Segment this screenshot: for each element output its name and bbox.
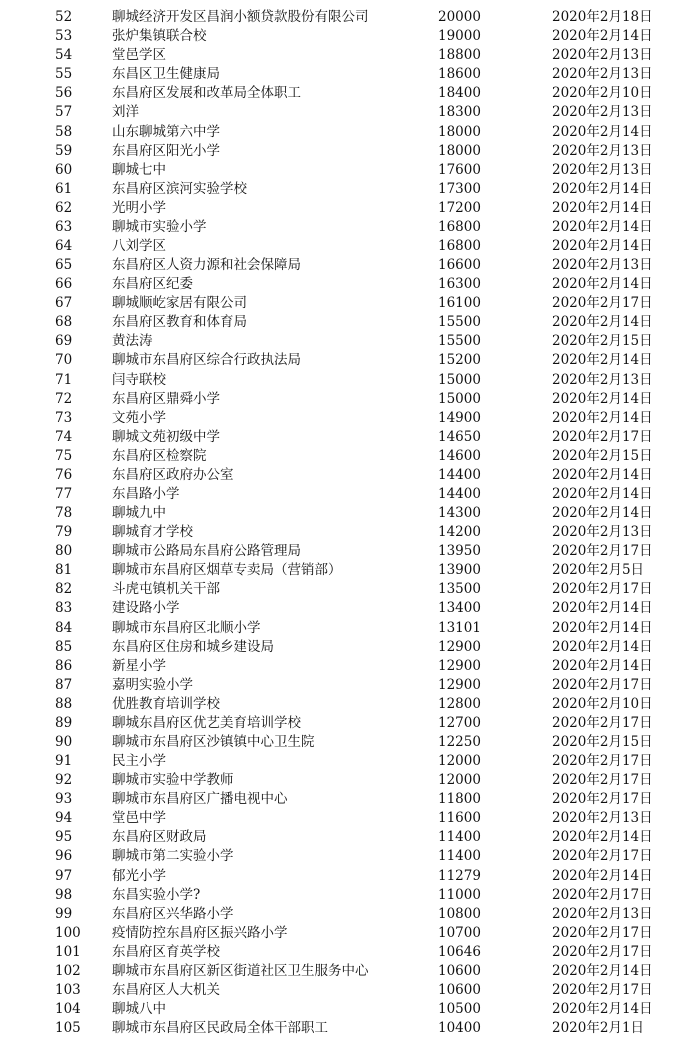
row-number: 101 <box>55 943 81 960</box>
table-row <box>0 828 700 847</box>
row-number: 52 <box>55 9 73 26</box>
table-row <box>0 332 700 351</box>
row-number: 55 <box>55 66 73 83</box>
donation-date: 2020年2月17日 <box>552 943 653 960</box>
table-row <box>0 65 700 84</box>
donor-name: 聊城育才学校 <box>112 524 193 541</box>
donor-name: 东昌府区育英学校 <box>112 943 220 960</box>
donation-amount: 11000 <box>438 886 481 903</box>
donor-name: 八刘学区 <box>112 237 166 254</box>
donation-date: 2020年2月14日 <box>552 314 653 331</box>
donation-amount: 18600 <box>438 66 481 83</box>
row-number: 54 <box>55 47 73 64</box>
table-row <box>0 161 700 180</box>
donor-name: 光明小学 <box>112 199 166 216</box>
table-row <box>0 46 700 65</box>
donor-name: 东昌府区兴华路小学 <box>112 905 234 922</box>
donation-date: 2020年2月14日 <box>552 28 653 45</box>
table-row <box>0 714 700 733</box>
donor-name: 疫情防控东昌府区振兴路小学 <box>112 924 288 941</box>
donation-date: 2020年2月14日 <box>552 600 653 617</box>
table-row <box>0 924 700 943</box>
row-number: 93 <box>55 791 73 808</box>
table-row <box>0 542 700 561</box>
row-number: 95 <box>55 829 73 846</box>
donor-name: 刘洋 <box>112 104 139 121</box>
row-number: 79 <box>55 524 73 541</box>
donor-name: 聊城经济开发区昌润小额贷款股份有限公司 <box>112 9 369 26</box>
row-number: 90 <box>55 734 73 750</box>
donor-name: 聊城文苑初级中学 <box>112 428 220 445</box>
row-number: 99 <box>55 905 73 922</box>
donor-name: 聊城九中 <box>112 505 166 522</box>
donation-date: 2020年2月13日 <box>552 371 653 388</box>
donation-date: 2020年2月14日 <box>552 409 653 426</box>
donation-date: 2020年2月10日 <box>552 85 653 102</box>
donation-amount: 16100 <box>438 295 481 312</box>
donation-amount: 16300 <box>438 276 481 293</box>
row-number: 87 <box>55 676 73 693</box>
table-row <box>0 638 700 657</box>
donation-date: 2020年2月5日 <box>552 562 645 579</box>
table-row <box>0 84 700 103</box>
donation-amount: 16600 <box>438 257 481 274</box>
donor-name: 优胜教育培训学校 <box>112 695 220 712</box>
donation-amount: 17300 <box>438 180 481 197</box>
row-number: 77 <box>55 485 73 502</box>
donation-amount: 14650 <box>438 428 481 445</box>
donation-amount: 13900 <box>438 562 481 579</box>
table-row <box>0 771 700 790</box>
row-number: 53 <box>55 28 73 45</box>
donation-amount: 11800 <box>438 791 481 808</box>
donation-date: 2020年2月14日 <box>552 390 653 407</box>
donation-date: 2020年2月13日 <box>552 47 653 64</box>
donation-amount: 18400 <box>438 85 481 102</box>
donation-date: 2020年2月17日 <box>552 848 653 865</box>
donation-amount: 13500 <box>438 581 481 598</box>
donation-date: 2020年2月18日 <box>552 9 653 26</box>
donor-name: 东昌区卫生健康局 <box>112 66 220 83</box>
table-row <box>0 561 700 580</box>
donation-date: 2020年2月17日 <box>552 543 653 560</box>
row-number: 69 <box>55 333 73 350</box>
donation-date: 2020年2月14日 <box>552 962 653 979</box>
table-row <box>0 695 700 714</box>
donor-name: 东昌府区住房和城乡建设局 <box>112 638 274 655</box>
donation-amount: 12700 <box>438 714 481 731</box>
row-number: 91 <box>55 753 73 770</box>
donation-amount: 15000 <box>438 390 481 407</box>
donation-amount: 11400 <box>438 848 481 865</box>
donation-date: 2020年2月17日 <box>552 924 653 941</box>
table-row <box>0 351 700 370</box>
donation-amount: 16800 <box>438 218 481 235</box>
donation-date: 2020年2月15日 <box>552 734 653 750</box>
donation-date: 2020年2月17日 <box>552 714 653 731</box>
row-number: 65 <box>55 257 73 274</box>
table-row <box>0 657 700 676</box>
row-number: 76 <box>55 466 73 483</box>
donation-date: 2020年2月14日 <box>552 352 653 369</box>
row-number: 70 <box>55 352 73 369</box>
donor-name: 民主小学 <box>112 753 166 770</box>
table-row <box>0 886 700 905</box>
row-number: 102 <box>55 962 81 979</box>
donation-date: 2020年2月14日 <box>552 466 653 483</box>
donor-name: 东昌路小学 <box>112 485 180 502</box>
donation-amount: 15200 <box>438 352 481 369</box>
donation-amount: 18800 <box>438 47 481 64</box>
donation-date: 2020年2月14日 <box>552 237 653 254</box>
row-number: 72 <box>55 390 73 407</box>
donation-date: 2020年2月13日 <box>552 104 653 121</box>
table-row <box>0 370 700 389</box>
donor-name: 聊城市第二实验小学 <box>112 848 234 865</box>
table-row <box>0 218 700 237</box>
donation-amount: 12000 <box>438 753 481 770</box>
table-row <box>0 523 700 542</box>
donor-name: 聊城市东昌府区北顺小学 <box>112 619 261 636</box>
donation-amount: 15500 <box>438 314 481 331</box>
row-number: 78 <box>55 505 73 522</box>
donation-date: 2020年2月14日 <box>552 276 653 293</box>
donor-name: 张炉集镇联合校 <box>112 28 207 45</box>
donor-name: 东昌府区教育和体育局 <box>112 314 247 331</box>
donor-name: 建设路小学 <box>112 600 180 617</box>
donation-amount: 10600 <box>438 962 481 979</box>
donation-date: 2020年2月15日 <box>552 447 653 464</box>
row-number: 63 <box>55 218 73 235</box>
row-number: 92 <box>55 772 73 789</box>
donation-amount: 12900 <box>438 638 481 655</box>
donation-amount: 14400 <box>438 485 481 502</box>
table-row <box>0 466 700 485</box>
row-number: 74 <box>55 428 73 445</box>
table-row <box>0 8 700 27</box>
row-number: 59 <box>55 142 73 159</box>
row-number: 105 <box>55 1020 81 1037</box>
donation-date: 2020年2月10日 <box>552 695 653 712</box>
table-row <box>0 294 700 313</box>
row-number: 88 <box>55 695 73 712</box>
donor-name: 堂邑学区 <box>112 47 166 64</box>
donation-date: 2020年2月14日 <box>552 638 653 655</box>
table-row <box>0 809 700 828</box>
donor-name: 东昌府区鼎舜小学 <box>112 390 220 407</box>
donation-amount: 14600 <box>438 447 481 464</box>
table-row <box>0 237 700 256</box>
donation-amount: 12900 <box>438 676 481 693</box>
table-row <box>0 447 700 466</box>
row-number: 85 <box>55 638 73 655</box>
donation-date: 2020年2月13日 <box>552 142 653 159</box>
table-row <box>0 962 700 981</box>
donation-date: 2020年2月14日 <box>552 218 653 235</box>
donation-date: 2020年2月17日 <box>552 791 653 808</box>
donation-amount: 14200 <box>438 524 481 541</box>
donation-date: 2020年2月14日 <box>552 180 653 197</box>
donation-date: 2020年2月14日 <box>552 123 653 140</box>
donor-name: 聊城市东昌府区新区街道社区卫生服务中心 <box>112 962 369 979</box>
donor-name: 聊城市东昌府区沙镇镇中心卫生院 <box>112 734 315 750</box>
donation-amount: 18300 <box>438 104 481 121</box>
donor-name: 东昌府区纪委 <box>112 276 193 293</box>
donation-amount: 12900 <box>438 657 481 674</box>
table-row <box>0 905 700 924</box>
donation-amount: 12250 <box>438 734 481 750</box>
row-number: 98 <box>55 886 73 903</box>
donor-name: 聊城市东昌府区烟草专卖局（营销部） <box>112 562 342 579</box>
row-number: 56 <box>55 85 73 102</box>
donor-name: 聊城市公路局东昌府公路管理局 <box>112 543 301 560</box>
table-row <box>0 27 700 46</box>
row-number: 81 <box>55 562 73 579</box>
donor-name: 郁光小学 <box>112 867 166 884</box>
donor-name: 东昌府区财政局 <box>112 829 207 846</box>
table-row <box>0 180 700 199</box>
donor-name: 嘉明实验小学 <box>112 676 193 693</box>
donor-name: 聊城市实验小学 <box>112 218 207 235</box>
donation-amount: 15500 <box>438 333 481 350</box>
row-number: 103 <box>55 982 81 999</box>
table-row <box>0 847 700 866</box>
table-row <box>0 409 700 428</box>
row-number: 71 <box>55 371 73 388</box>
donor-name: 东昌实验小学? <box>112 886 201 903</box>
donation-amount: 19000 <box>438 28 481 45</box>
donor-name: 聊城八中 <box>112 1001 166 1018</box>
donor-name: 聊城市实验中学教师 <box>112 772 234 789</box>
row-number: 86 <box>55 657 73 674</box>
table-row <box>0 122 700 141</box>
row-number: 73 <box>55 409 73 426</box>
row-number: 82 <box>55 581 73 598</box>
donation-amount: 13950 <box>438 543 481 560</box>
donor-name: 东昌府区发展和改革局全体职工 <box>112 85 301 102</box>
donation-date: 2020年2月17日 <box>552 982 653 999</box>
donation-date: 2020年2月15日 <box>552 333 653 350</box>
donation-date: 2020年2月17日 <box>552 676 653 693</box>
donor-name: 东昌府区人大机关 <box>112 982 220 999</box>
donation-date: 2020年2月13日 <box>552 257 653 274</box>
row-number: 80 <box>55 543 73 560</box>
row-number: 96 <box>55 848 73 865</box>
table-row <box>0 580 700 599</box>
row-number: 57 <box>55 104 73 121</box>
table-row <box>0 867 700 886</box>
donor-name: 闫寺联校 <box>112 371 166 388</box>
donation-date: 2020年2月14日 <box>552 485 653 502</box>
table-row <box>0 428 700 447</box>
table-row <box>0 981 700 1000</box>
donation-amount: 10500 <box>438 1001 481 1018</box>
donor-name: 聊城七中 <box>112 161 166 178</box>
donation-amount: 11600 <box>438 810 481 827</box>
table-row <box>0 485 700 504</box>
table-row <box>0 733 700 752</box>
row-number: 67 <box>55 295 73 312</box>
donation-amount: 14400 <box>438 466 481 483</box>
donor-name: 聊城东昌府区优艺美育培训学校 <box>112 714 301 731</box>
donor-name: 东昌府区阳光小学 <box>112 142 220 159</box>
row-number: 84 <box>55 619 73 636</box>
donor-name: 聊城市东昌府区民政局全体干部职工 <box>112 1020 328 1037</box>
donation-amount: 20000 <box>438 9 481 26</box>
donor-name: 聊城市东昌府区综合行政执法局 <box>112 352 301 369</box>
donor-name: 聊城市东昌府区广播电视中心 <box>112 791 288 808</box>
table-row <box>0 790 700 809</box>
donor-name: 黄法涛 <box>112 333 153 350</box>
table-row <box>0 619 700 638</box>
row-number: 64 <box>55 237 73 254</box>
row-number: 58 <box>55 123 73 140</box>
table-row <box>0 752 700 771</box>
donation-date: 2020年2月17日 <box>552 581 653 598</box>
donation-date: 2020年2月17日 <box>552 886 653 903</box>
donor-name: 堂邑中学 <box>112 810 166 827</box>
donor-name: 东昌府区滨河实验学校 <box>112 180 247 197</box>
donation-amount: 18000 <box>438 142 481 159</box>
donation-date: 2020年2月14日 <box>552 619 653 636</box>
donation-date: 2020年2月1日 <box>552 1020 645 1037</box>
row-number: 100 <box>55 924 81 941</box>
donation-amount: 10400 <box>438 1020 481 1037</box>
donation-amount: 14900 <box>438 409 481 426</box>
row-number: 68 <box>55 314 73 331</box>
table-row <box>0 1000 700 1019</box>
donation-amount: 16800 <box>438 237 481 254</box>
donation-date: 2020年2月13日 <box>552 161 653 178</box>
donation-date: 2020年2月14日 <box>552 199 653 216</box>
row-number: 94 <box>55 810 73 827</box>
donation-amount: 10700 <box>438 924 481 941</box>
table-row <box>0 256 700 275</box>
donation-amount: 10800 <box>438 905 481 922</box>
table-row <box>0 504 700 523</box>
table-row <box>0 313 700 332</box>
donation-date: 2020年2月13日 <box>552 66 653 83</box>
table-row <box>0 1019 700 1038</box>
donation-date: 2020年2月14日 <box>552 867 653 884</box>
row-number: 60 <box>55 161 73 178</box>
donation-date: 2020年2月13日 <box>552 905 653 922</box>
donor-name: 山东聊城第六中学 <box>112 123 220 140</box>
donor-name: 东昌府区检察院 <box>112 447 207 464</box>
donation-date: 2020年2月17日 <box>552 295 653 312</box>
donor-name: 新星小学 <box>112 657 166 674</box>
row-number: 66 <box>55 276 73 293</box>
table-row <box>0 599 700 618</box>
donation-amount: 12800 <box>438 695 481 712</box>
table-row <box>0 943 700 962</box>
donation-amount: 15000 <box>438 371 481 388</box>
table-row <box>0 199 700 218</box>
donation-date: 2020年2月14日 <box>552 505 653 522</box>
row-number: 83 <box>55 600 73 617</box>
donation-amount: 14300 <box>438 505 481 522</box>
row-number: 97 <box>55 867 73 884</box>
table-row <box>0 103 700 122</box>
donation-amount: 17200 <box>438 199 481 216</box>
donor-name: 斗虎屯镇机关干部 <box>112 581 220 598</box>
row-number: 89 <box>55 714 73 731</box>
table-row <box>0 142 700 161</box>
donor-name: 东昌府区人资力源和社会保障局 <box>112 257 301 274</box>
donor-name: 聊城顺屹家居有限公司 <box>112 295 247 312</box>
donation-amount: 13101 <box>438 619 481 636</box>
donor-name: 文苑小学 <box>112 409 166 426</box>
donation-date: 2020年2月13日 <box>552 810 653 827</box>
table-row <box>0 390 700 409</box>
donation-amount: 13400 <box>438 600 481 617</box>
donation-amount: 17600 <box>438 161 481 178</box>
donation-date: 2020年2月13日 <box>552 524 653 541</box>
donation-amount: 11279 <box>438 867 481 884</box>
donation-amount: 10646 <box>438 943 481 960</box>
donation-date: 2020年2月17日 <box>552 772 653 789</box>
donor-name: 东昌府区政府办公室 <box>112 466 234 483</box>
row-number: 61 <box>55 180 73 197</box>
row-number: 104 <box>55 1001 81 1018</box>
row-number: 62 <box>55 199 73 216</box>
row-number: 75 <box>55 447 73 464</box>
donation-date: 2020年2月17日 <box>552 753 653 770</box>
donation-date: 2020年2月14日 <box>552 1001 653 1018</box>
donation-amount: 12000 <box>438 772 481 789</box>
donation-amount: 10600 <box>438 982 481 999</box>
donation-date: 2020年2月14日 <box>552 829 653 846</box>
donation-amount: 18000 <box>438 123 481 140</box>
table-row <box>0 676 700 695</box>
donation-amount: 11400 <box>438 829 481 846</box>
donation-date: 2020年2月14日 <box>552 657 653 674</box>
donation-date: 2020年2月17日 <box>552 428 653 445</box>
table-row <box>0 275 700 294</box>
